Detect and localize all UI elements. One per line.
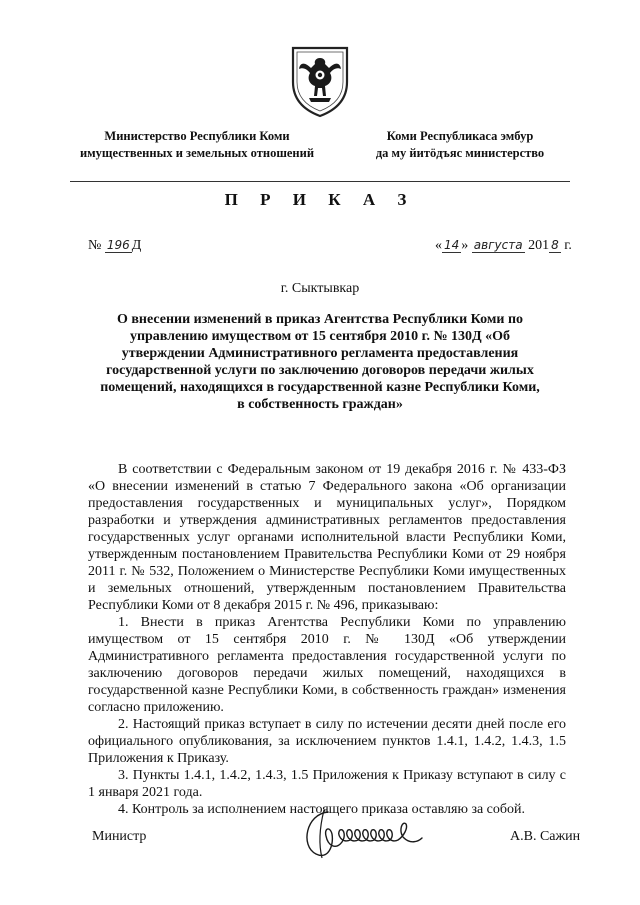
paragraph-item-3: 3. Пункты 1.4.1, 1.4.2, 1.4.3, 1.5 Приложения к Приказу вступают в силу с 1 января 2021 года.: [88, 768, 566, 800]
signatory-name: А.В. Сажин: [510, 829, 581, 844]
order-subject: О внесении изменений в приказ Агентства Республики Коми по управлению имуществом от 15 сентября 2010 г. № 130Д «Об утверждении Административного регламента предоставления государственной услуги по заключению договоров передачи жилых помещений, находящихся в государственной казне Республики Коми, в собственность граждан»: [100, 312, 540, 412]
coat-of-arms-icon: [287, 42, 353, 118]
paragraph-item-2: 2. Настоящий приказ вступает в силу по истечении десяти дней после его официального опубликования, за исключением пунктов 1.4.1, 1.4.2, 1.4.3, 1.5 Приложения к Приказу.: [88, 717, 566, 766]
date-day: 14: [444, 238, 460, 252]
handwritten-signature-icon: [298, 806, 488, 862]
paragraph-item-4: 4. Контроль за исполнением настоящего приказа оставляю за собой.: [118, 802, 526, 817]
header-left-line-2: имущественных и земельных отношений: [79, 146, 315, 160]
header-right-line-1: Коми Республикаса эмбур: [386, 129, 534, 143]
header-right-line-2: да му йитӧдъяс министерство: [375, 146, 545, 160]
date-close-quote: »: [461, 238, 469, 253]
order-number: [88, 238, 141, 254]
order-body: [88, 461, 566, 818]
date-open-quote: «: [435, 238, 442, 253]
header-left-line-1: Министерство Республики Коми: [104, 129, 290, 143]
city: г. Сыктывкар: [280, 281, 360, 296]
order-date: [435, 238, 572, 254]
ministry-name-komi: [345, 128, 575, 162]
paragraph-preamble: В соответствии с Федеральным законом от 19 декабря 2016 г. № 433-ФЗ «О внесении изменений в статью 7 Федерального закона «Об организации предоставления государственных и муниципальных услуг», Порядком разработки и утверждения административных регламентов предоставления государственных услуг органами исполнительной власти Республики Коми, утвержденным постановлением Правительства Республики Коми от 29 ноября 2011 г. № 532, Положением о Министерстве Республики Коми имущественных и земельных отношений, утвержденным постановлением Правительства Республики Коми от 8 декабря 2015 г. № 496, приказываю:: [88, 462, 566, 613]
number-prefix: №: [88, 238, 102, 253]
document-title: П Р И К А З: [224, 190, 416, 209]
number-value: 196: [106, 238, 130, 252]
paragraph-item-1: 1. Внести в приказ Агентства Республики Коми по управлению имуществом от 15 сентября 2010 г. № 130Д «Об утверждении Административного регламента предоставления государственной услуги по заключению договоров передачи жилых помещений, находящихся в государственной казне Республики Коми, в собственность граждан» изменения согласно приложению.: [88, 615, 566, 715]
date-year-prefix: 201: [528, 238, 550, 253]
date-suffix: г.: [564, 238, 572, 253]
ministry-name-russian: [62, 128, 332, 162]
date-month: августа: [473, 238, 523, 252]
number-suffix: Д: [131, 238, 142, 253]
header-divider: [70, 181, 570, 182]
date-year-hand: 8: [551, 238, 559, 252]
signatory-role: Министр: [92, 829, 147, 844]
